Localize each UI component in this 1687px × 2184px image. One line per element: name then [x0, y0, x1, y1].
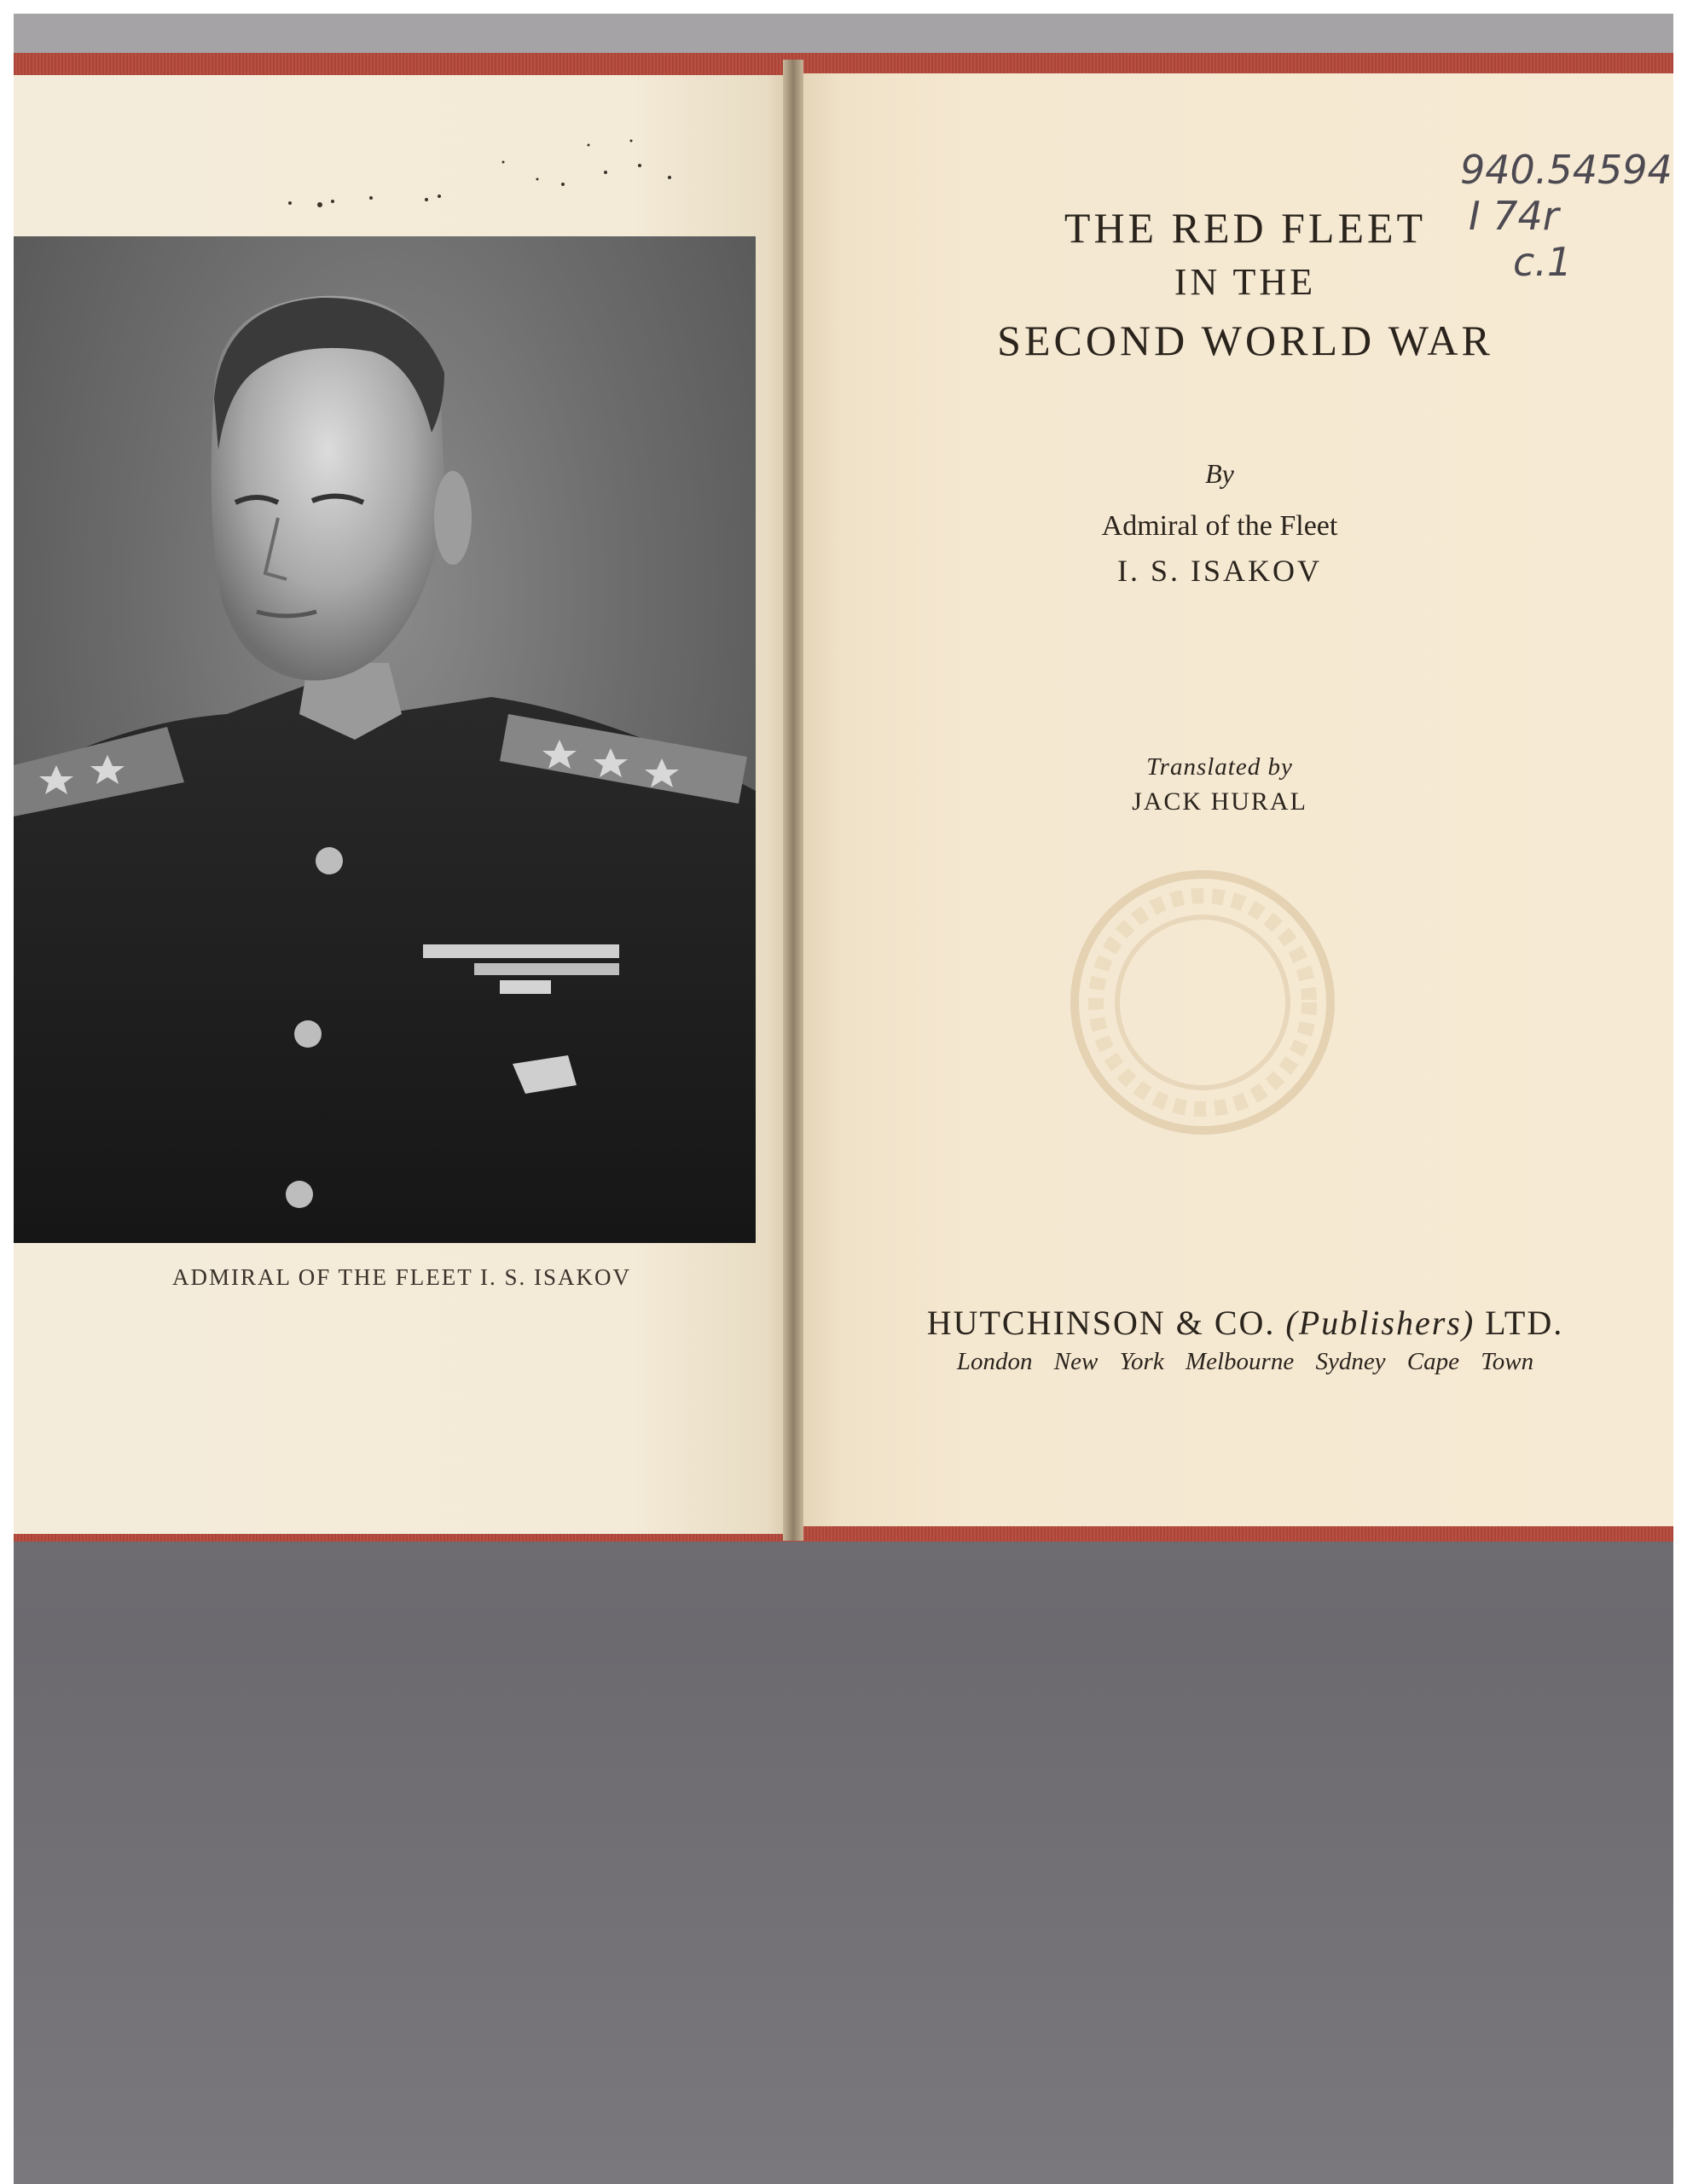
portrait-photograph: [14, 236, 756, 1243]
call-number-line-1: 940.54594: [1460, 147, 1673, 193]
by-label: By: [1205, 458, 1234, 489]
publisher-suffix: LTD.: [1485, 1304, 1564, 1342]
ink-specks: [281, 128, 708, 213]
author-rank: Admiral of the Fleet: [1101, 510, 1338, 542]
publisher-line: [887, 1303, 1603, 1343]
call-number-line-3: c.1: [1513, 239, 1573, 285]
book-title-line-3: SECOND WORLD WAR: [997, 317, 1493, 364]
translator-name: JACK HURAL: [1132, 787, 1307, 816]
publisher-cities: London New York Melbourne Sydney Cape Town: [956, 1348, 1534, 1375]
handwritten-call-number: [1460, 147, 1682, 285]
call-number-line-2: I 74r: [1469, 193, 1559, 239]
publisher-name: HUTCHINSON & CO.: [926, 1304, 1276, 1342]
scanner-top-edge: [14, 14, 1673, 56]
book-title-line-2: IN THE: [1174, 261, 1317, 303]
embossed-library-seal: [1062, 862, 1343, 1143]
book-title-line-1: THE RED FLEET: [1064, 204, 1427, 252]
translated-by-label: Translated by: [1146, 753, 1293, 781]
author-name: I. S. ISAKOV: [1116, 554, 1322, 588]
book-gutter: [783, 60, 803, 1541]
publisher-italic: (Publishers): [1285, 1304, 1475, 1342]
admiral-portrait-image: [14, 236, 756, 1243]
portrait-caption: ADMIRAL OF THE FLEET I. S. ISAKOV: [171, 1264, 631, 1290]
